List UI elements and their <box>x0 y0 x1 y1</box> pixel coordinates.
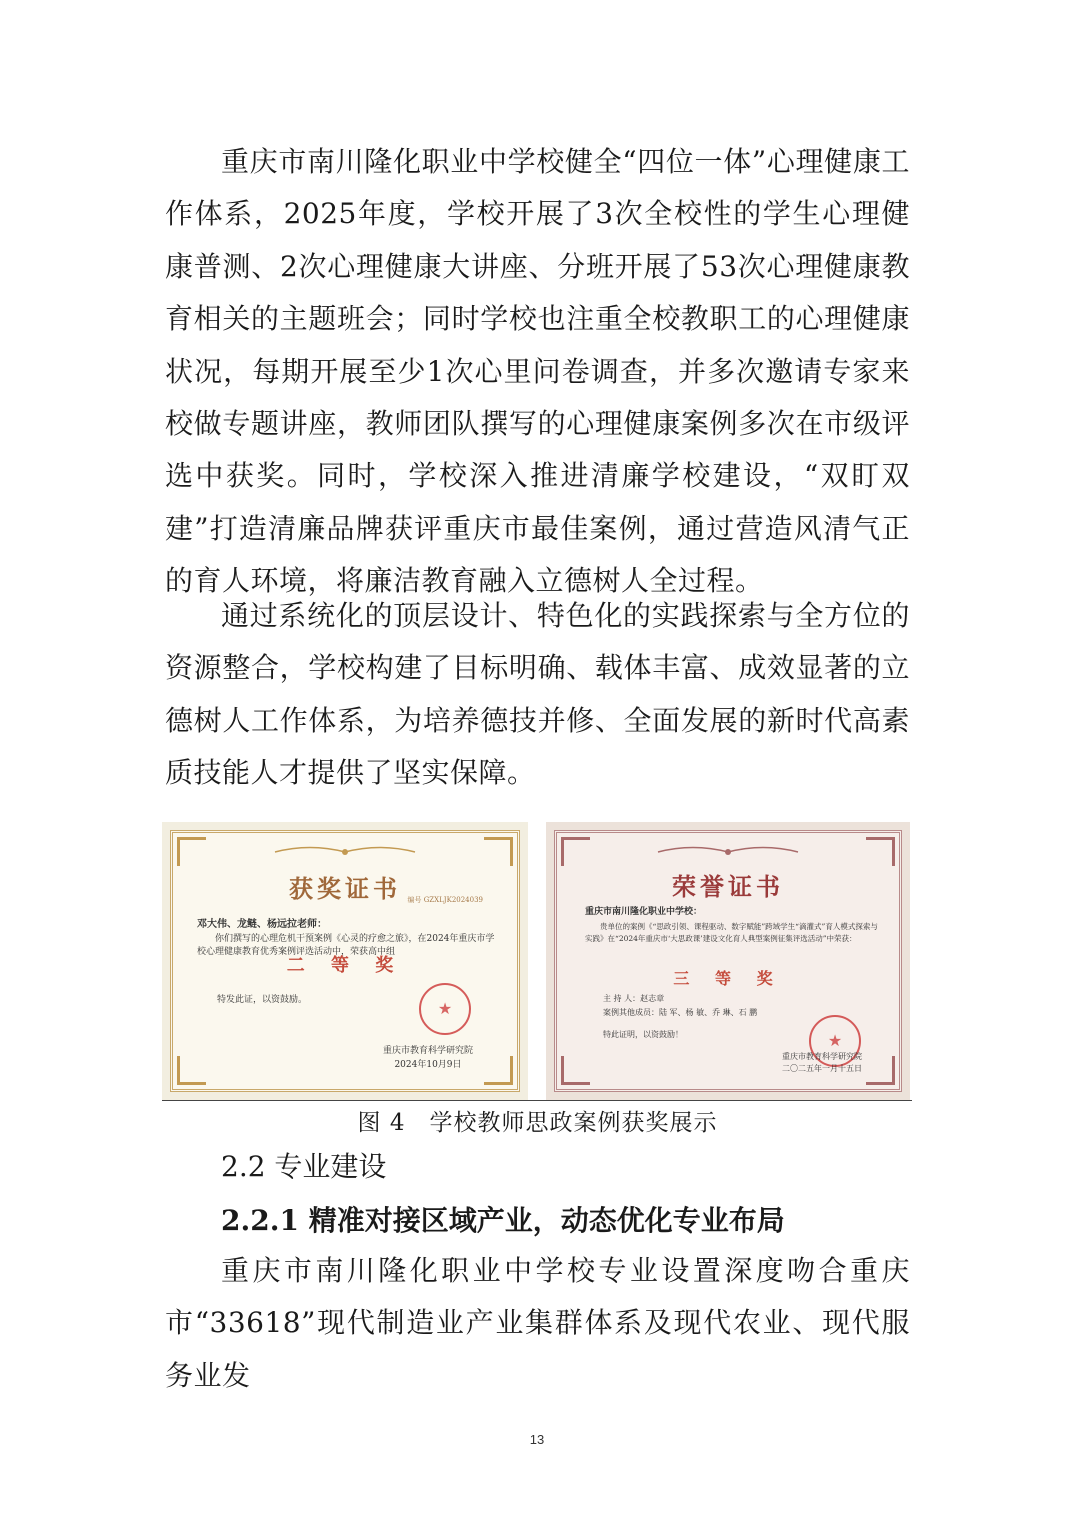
figure-divider <box>162 1100 912 1101</box>
corner-ornament-icon <box>484 837 513 866</box>
paragraph-text: 重庆市南川隆化职业中学校健全“四位一体”心理健康工作体系，2025年度，学校开展了3次全校性的学生心理健康普测、2次心理健康大讲座、分班开展了53次心理健康教育相关的主题班会；同时学校也注重全校教职工的心理健康状况，每期开展至少1次心里问卷调查，并多次邀请专家来校做专题讲座，教师团队撰写的心理健康案例多次在市级评选中获奖。同时，学校深入推进清廉学校建设，“双盯双建”打造清廉品牌获评重庆市最佳案例，通过营造风清气正的育人环境，将廉洁教育融入立德树人全过程。 <box>165 145 910 598</box>
page-number: 13 <box>529 1432 545 1447</box>
certificate-org: 重庆市教育科学研究院 <box>782 1052 862 1061</box>
certificate-title: 获奖证书 <box>289 874 401 903</box>
figure-caption: 图 4 学校教师思政案例获奖展示 <box>357 1110 718 1136</box>
section-heading-2-2-1: 2.2.1 精准对接区域产业，动态优化专业布局 <box>221 1204 785 1237</box>
paragraph-psych-health <box>165 136 910 608</box>
certificate-title: 荣誉证书 <box>672 872 784 901</box>
top-ornament-icon <box>270 845 420 859</box>
corner-ornament-icon <box>177 837 206 866</box>
certificate-recipient: 重庆市南川隆化职业中学校： <box>585 907 703 917</box>
paragraph-text: 重庆市南川隆化职业中学校专业设置深度吻合重庆市“33618”现代制造业产业集群体系及现代农业、现代服务业发 <box>165 1254 910 1392</box>
official-seal-icon <box>419 983 471 1035</box>
certificate-frame <box>554 830 902 1092</box>
certificate-frame <box>170 830 520 1092</box>
certificate-body: 贵单位的案例《“思政引领、课程驱动、数字赋能”跨域学生“滴灌式”育人模式探索与实践》在“2024年重庆市‘大思政课’建设文化育人典型案例征集评选活动”中荣获： <box>585 922 878 943</box>
certificate-closing: 特发此证，以资鼓励。 <box>217 995 308 1005</box>
paragraph-major-setup <box>165 1245 910 1402</box>
certificate-number: 编号 GZXLJK2024039 <box>407 896 483 904</box>
certificate-honor-photo <box>546 822 910 1100</box>
certificate-award-level: 二 等 奖 <box>286 955 404 976</box>
certificate-closing: 特此证明，以资鼓励！ <box>603 1030 683 1039</box>
paragraph-text: 通过系统化的顶层设计、特色化的实践探索与全方位的资源整合，学校构建了目标明确、载体丰富、成效显著的立德树人工作体系，为培养德技并修、全面发展的新时代高素质技能人才提供了坚实保障。 <box>165 599 910 790</box>
certificate-date: 2024年10月9日 <box>394 1060 462 1070</box>
corner-ornament-icon <box>177 1056 206 1085</box>
paragraph-summary <box>165 590 910 800</box>
certificate-host: 主 持 人：赵志章 <box>603 994 665 1003</box>
figure-certificates <box>162 822 912 1102</box>
corner-ornament-icon <box>561 1056 590 1085</box>
corner-ornament-icon <box>866 837 895 866</box>
corner-ornament-icon <box>561 837 590 866</box>
certificate-members: 案例其他成员：陆 军、杨 敏、乔 琳、石 鹏 <box>603 1008 758 1017</box>
top-ornament-icon <box>653 845 803 859</box>
section-heading-2-2: 2.2 专业建设 <box>221 1150 387 1183</box>
certificate-award-photo <box>162 822 528 1100</box>
certificate-date: 二〇二五年一月十五日 <box>782 1064 862 1073</box>
certificate-body: 你们撰写的心理危机干预案例《心灵的疗愈之旅》，在2024年重庆市学校心理健康教育优秀案例评选活动中，荣获高中组 <box>197 934 495 957</box>
certificate-award-level: 三 等 奖 <box>673 969 783 988</box>
certificate-recipients: 邓大伟、龙鲢、杨远拉老师： <box>197 919 327 930</box>
certificate-org: 重庆市教育科学研究院 <box>382 1046 473 1056</box>
